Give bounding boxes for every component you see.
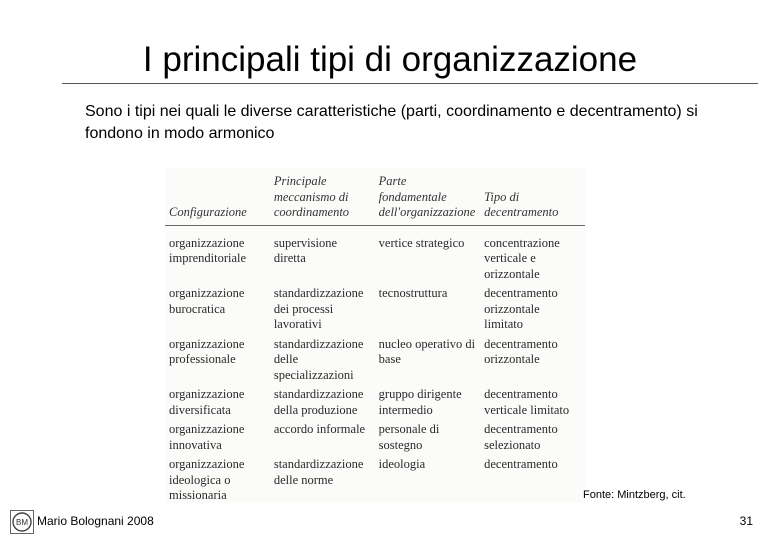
table-cell: organizzazione burocratica — [169, 286, 245, 316]
table-cell: organizzazione imprenditoriale — [169, 235, 247, 265]
table-row — [165, 383, 585, 418]
header-parte: Parte fondamentale dell'organizzazione — [375, 168, 480, 225]
table-header-row — [165, 168, 585, 225]
table-cell: decentramento verticale limitato — [484, 387, 570, 417]
table-cell: standardizzazione delle specializzazioni — [273, 336, 364, 382]
table-cell: concentrazione verticale e orizzontale — [484, 235, 560, 281]
table-cell: supervisione diretta — [273, 235, 338, 265]
table-cell: personale di sostegno — [378, 422, 440, 452]
source-citation: Fonte: Mintzberg, cit. — [583, 489, 686, 501]
table-cell: tecnostruttura — [378, 286, 448, 300]
table-row — [165, 225, 585, 282]
table-cell: organizzazione diversificata — [169, 387, 245, 417]
table-row — [165, 453, 585, 504]
footer-author: Mario Bolognani 2008 — [37, 514, 154, 528]
table-cell: organizzazione innovativa — [169, 422, 245, 452]
slide-subtitle: Sono i tipi nei quali le diverse caratteristiche (parti, coordinamento e decentramento) si fondono in modo armonico — [85, 103, 698, 142]
header-meccanismo: Principale meccanismo di coordinamento — [270, 168, 375, 225]
author-logo-icon — [10, 510, 34, 534]
table-cell: standardizzazione dei processi lavorativi — [273, 286, 364, 331]
table-cell: decentramento — [484, 457, 558, 471]
configurations-table — [165, 168, 585, 504]
table-cell: decentramento selezionato — [484, 422, 558, 452]
table-cell: organizzazione professionale — [169, 336, 245, 366]
table-row — [165, 418, 585, 453]
slide-title: I principali tipi di organizzazione — [142, 40, 638, 79]
logo-text: BM — [16, 518, 28, 527]
table-row — [165, 333, 585, 384]
table-cell: organizzazione ideologica o missionaria — [169, 457, 245, 502]
table-cell: decentramento orizzontale — [484, 336, 558, 366]
table-cell: ideologia — [378, 457, 426, 471]
table-cell: standardizzazione della produzione — [273, 387, 364, 417]
table-cell: accordo informale — [273, 422, 366, 436]
page-number: 31 — [739, 514, 753, 528]
configurations-table-image — [165, 168, 585, 503]
header-configurazione: Configurazione — [165, 168, 270, 225]
table-cell: vertice strategico — [378, 235, 465, 250]
table-row — [165, 282, 585, 333]
table-cell: standardizzazione delle norme — [273, 457, 364, 487]
table-cell: nucleo operativo di base — [378, 336, 476, 366]
table-cell: decentramento orizzontale limitato — [484, 286, 558, 331]
header-decentramento: Tipo di decentramento — [480, 168, 585, 225]
table-cell: gruppo dirigente intermedio — [378, 387, 462, 417]
title-divider — [62, 83, 758, 84]
